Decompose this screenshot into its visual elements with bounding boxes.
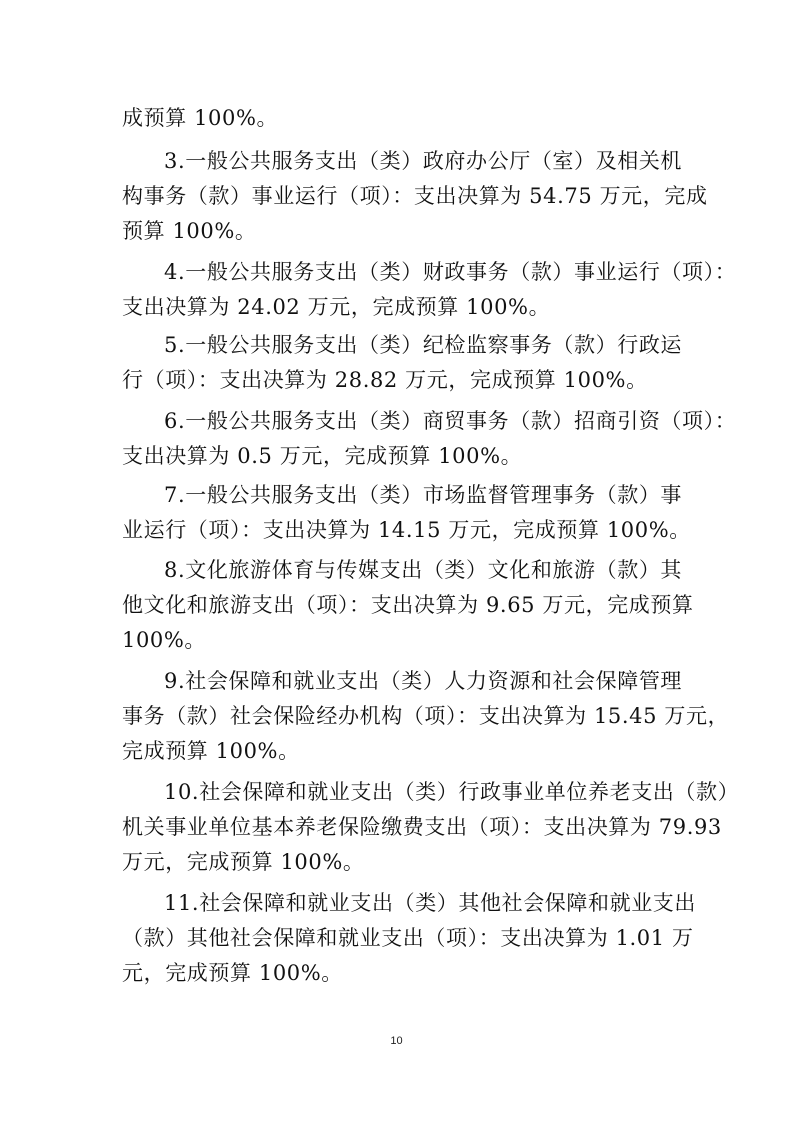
- paragraph-6-line-1: 6.一般公共服务支出（类）商贸事务（款）招商引资（项）：: [164, 409, 737, 433]
- paragraph-4-line-1: 4.一般公共服务支出（类）财政事务（款）事业运行（项）：: [164, 260, 737, 284]
- paragraph-3-line-2: 构事务（款）事业运行（项）：支出决算为 54.75 万元，完成: [122, 184, 708, 208]
- paragraph-10-line-1: 10.社会保障和就业支出（类）行政事业单位养老支出（款）: [164, 780, 740, 804]
- paragraph-6-line-2: 支出决算为 0.5 万元，完成预算 100%。: [122, 444, 523, 468]
- paragraph-3-line-3: 预算 100%。: [122, 219, 257, 243]
- paragraph-1-line-1: 成预算 100%。: [122, 106, 279, 130]
- paragraph-11-line-2: （款）其他社会保障和就业支出（项）：支出决算为 1.01 万: [122, 926, 694, 950]
- paragraph-11-line-1: 11.社会保障和就业支出（类）其他社会保障和就业支出: [164, 891, 696, 915]
- paragraph-5-line-1: 5.一般公共服务支出（类）纪检监察事务（款）行政运: [164, 333, 683, 357]
- paragraph-5-line-2: 行（项）：支出决算为 28.82 万元，完成预算 100%。: [122, 368, 648, 392]
- paragraph-3-line-1: 3.一般公共服务支出（类）政府办公厅（室）及相关机: [164, 149, 683, 173]
- paragraph-10-line-3: 万元，完成预算 100%。: [122, 850, 365, 874]
- paragraph-11-line-3: 元，完成预算 100%。: [122, 961, 343, 985]
- paragraph-7-line-2: 业运行（项）：支出决算为 14.15 万元，完成预算 100%。: [122, 518, 691, 542]
- paragraph-9-line-1: 9.社会保障和就业支出（类）人力资源和社会保障管理: [164, 669, 683, 693]
- paragraph-10-line-2: 机关事业单位基本养老保险缴费支出（项）：支出决算为 79.93: [122, 815, 722, 839]
- paragraph-9-line-2: 事务（款）社会保险经办机构（项）：支出决算为 15.45 万元，: [122, 704, 730, 728]
- paragraph-9-line-3: 完成预算 100%。: [122, 739, 300, 763]
- paragraph-8-line-1: 8.文化旅游体育与传媒支出（类）文化和旅游（款）其: [164, 558, 683, 582]
- paragraph-4-line-2: 支出决算为 24.02 万元，完成预算 100%。: [122, 295, 551, 319]
- page-number: 10: [390, 1035, 403, 1047]
- paragraph-8-line-2: 他文化和旅游支出（项）：支出决算为 9.65 万元，完成预算: [122, 593, 694, 617]
- paragraph-7-line-1: 7.一般公共服务支出（类）市场监督管理事务（款）事: [164, 483, 683, 507]
- paragraph-8-line-3: 100%。: [122, 628, 207, 652]
